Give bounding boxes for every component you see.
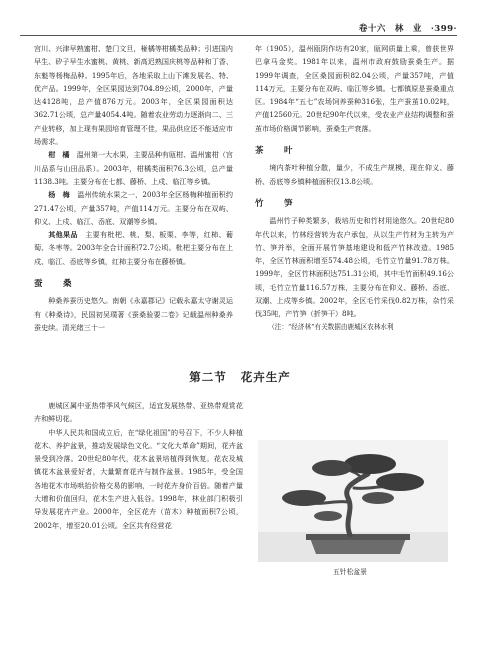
section-title: 花卉生产 xyxy=(240,370,291,384)
bonsai-photo xyxy=(258,440,448,562)
paragraph-bamboo: 温州竹子种类繁多，栽培历史和竹材用途悠久。20世纪80年代以来，竹林经营转为农户承包，从以生产竹材为主转为产竹、笋并举，全面开展竹笋基地建设和低产竹林改造。1985年，全区竹林面积增至574.48公顷，毛竹立竹量91.78万株。1999年，全区竹林面积达751.31公顷，其中毛竹面积49.16公顷，毛竹立竹量116.57万株，主要分布在仰义、藤桥、岙底、双潮、上戍等乡镇。2002年，全区毛竹采伐0.82万株，杂竹采伐35吨，产竹笋（折笋干）8吨。 xyxy=(255,216,454,319)
text-bayberry: 温州传统水果之一，2003年全区杨梅种植面积约271.47公顷，产量357吨，产值114万元。主要分布在双屿、仰义、上戍、临江、岙底、双潮等乡镇。 xyxy=(34,190,233,226)
heading-bamboo: 竹 笋 xyxy=(255,198,299,209)
section-heading xyxy=(0,369,480,385)
heading-sericulture: 蚕 桑 xyxy=(34,279,78,290)
keyword-citrus: 柑 橘 xyxy=(48,150,70,160)
paragraph-flower-climate: 鹿城区属中亚热带季风气候区，适宜发展热带、亚热带观赏花卉和鲜切花。 xyxy=(34,401,243,424)
note-text: （注：“经济林”有关数据由鹿城区农林水利 xyxy=(268,322,394,331)
keyword-bayberry: 杨 梅 xyxy=(48,190,70,200)
header-text: 卷十六 林 业 ·399· xyxy=(358,24,457,34)
running-header xyxy=(20,20,457,37)
text-other-fruit: 主要有枇杷、桃、梨、板栗、李等，红柿、葡萄、冬枣等。2003年全合计面积72.7公顷。枇杷主要分布在上戍、临江、岙底等乡镇，红柿主要分布在藤桥镇。 xyxy=(34,230,234,266)
paragraph-other-fruit xyxy=(34,228,233,268)
paragraph-bayberry xyxy=(34,188,233,228)
heading-tea: 茶 叶 xyxy=(255,146,299,157)
paragraph-fruit-intro: 宫川、兴津早熟蜜柑、楚门文旦，椪橘等柑橘类品种；引进国内早生、矽子早生水蜜桃、黄桃、新高迟熟国庆桃等品种和丁香、东魁等杨梅品种。1995年后，各地采取上山下滩发展名、特、优产品。1999年，全区果园达到704.89公顷，2000年，产量达4128吨，总产值876万元。2003年，全区果园面积达362.71公顷，总产量4054.4吨。随着农业劳动力逐渐向二、三产业转移，加上现有果园培育管理不佳，果品供应还不能适应市场需求。 xyxy=(34,44,233,147)
left-column xyxy=(34,42,233,334)
paragraph-tea: 境内茶叶种植分散，量少，不成生产规模，现在仰义、藤桥、岙底等乡镇种植面积仅13.8公顷。 xyxy=(255,163,454,186)
paragraph-citrus xyxy=(34,148,233,188)
text-citrus: 温州第一大水果，主要品种有瓯柑、温州蜜柑（宫川品系与山田品系）。2003年，柑橘类面积76.3公顷，总产量1138.3吨。主要分布在七都、藤桥、上戍、临江等乡镇。 xyxy=(34,150,234,186)
right-column xyxy=(255,42,454,334)
paragraph-sericulture: 种桑养蚕历史悠久。南朝《永嘉郡记》记载永嘉太守谢灵运有《种桑诗》，民国初吴璞著《蚕桑验要二卷》记载温州种桑养蚕史续。清光绪三十一 xyxy=(34,296,233,332)
section-number: 第二节 xyxy=(189,370,227,384)
header-rule xyxy=(20,35,457,36)
flower-section-text xyxy=(34,399,243,532)
paragraph-flower-history: 中华人民共和国成立后，在“绿化祖国”的号召下，不少人种植花木、养护盆景，推动发展绿色文化。“文化大革命”期间，花卉盆景受到冷落。20世纪80年代，花木盆景培植得到恢复。花农及城镇花木盆景爱好者，大量繁育花卉与制作盆景。1985年，受全国各地花木市场哄抬价格交易的影响，一时花卉身价百倍。随着产量大增和价值回归，花木生产进入低谷。1998年，林业部门积极引导发展花卉产业。2000年，全区花卉（苗木）种植面积7公顷，2002年，增至20.01公顷。全区共有经营花 xyxy=(34,427,243,530)
keyword-other-fruit: 其他果品 xyxy=(48,230,78,240)
figure-caption: 五针松盆景 xyxy=(333,568,367,576)
paragraph-sericulture-cont: 年（1905），温州瓯阴作坊有20家，瓯网质量上乘，曾获世界巴拿马金奖。1981年以来，温州市政府鼓励蚕桑生产。据1999年调查，全区桑园面积82.04公顷，产量357吨，产值114万元，主要分布在双屿、临江等乡镇。七都镇原是蚕桑重点区。1984年“五七”农场饲养蚕种316张，生产蚕茧10.02吨，产值12560元。20世纪90年代以来，受农业产业结构调整和蚕茧市场价格调节影响，蚕桑生产衰落。 xyxy=(255,44,454,133)
